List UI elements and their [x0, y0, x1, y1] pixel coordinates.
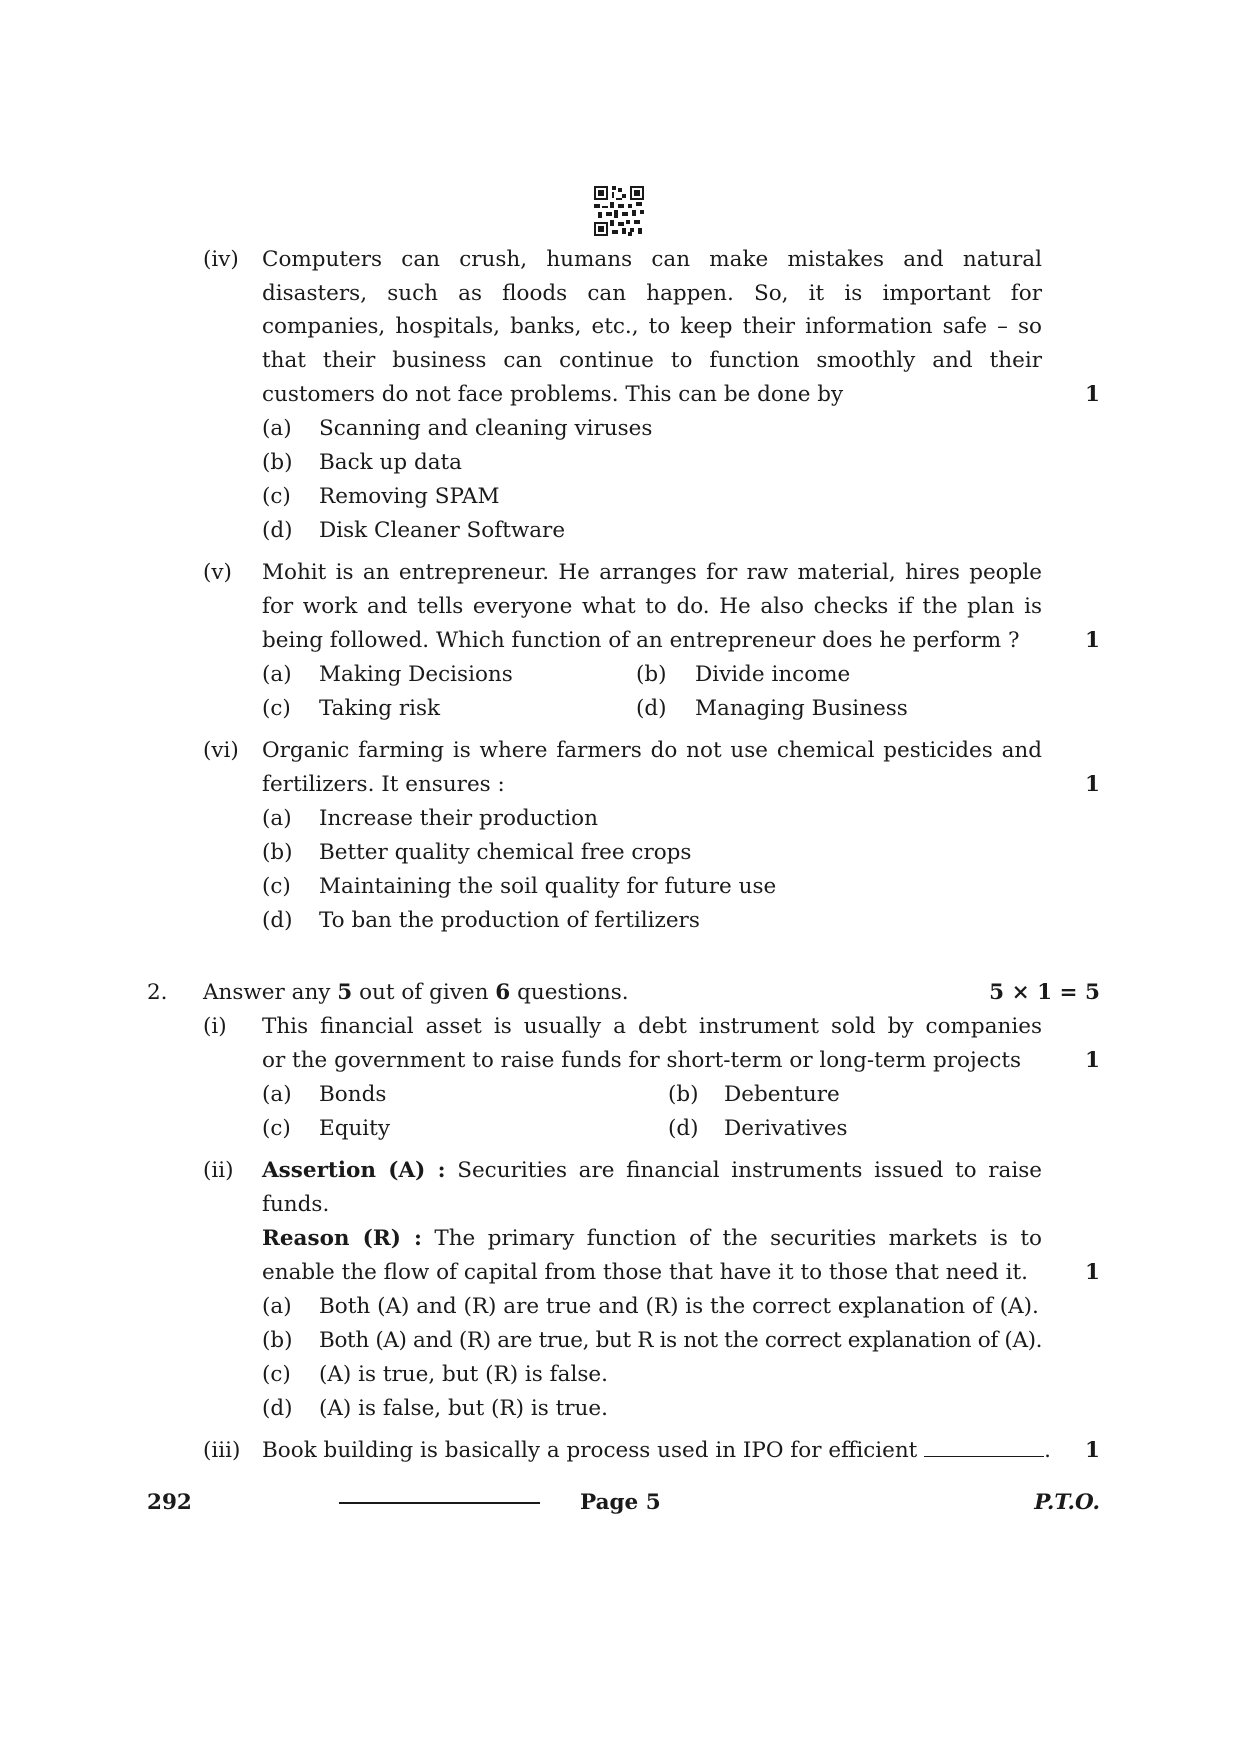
question-number: 2. — [147, 980, 168, 1005]
marks: 1 — [1085, 382, 1100, 407]
option-label: (b) — [262, 450, 293, 475]
option-text: Disk Cleaner Software — [319, 518, 566, 543]
option-label: (b) — [668, 1082, 699, 1107]
question-number: (iii) — [203, 1438, 241, 1463]
option-text: Better quality chemical free crops — [319, 840, 692, 865]
option-label: (d) — [262, 518, 293, 543]
option-label: (a) — [262, 1294, 292, 1319]
question-text-line: Mohit is an entrepreneur. He arranges for raw material, hires people — [262, 560, 1042, 585]
option-label: (d) — [668, 1116, 699, 1141]
question-text-line: for work and tells everyone what to do. He also checks if the plan is — [262, 594, 1042, 619]
reason-line: Reason (R) : The primary function of the securities markets is to — [262, 1226, 1042, 1251]
option-label: (c) — [262, 696, 291, 721]
question-text-line: disasters, such as floods can happen. So, it is important for — [262, 281, 1042, 306]
qr-code-icon — [594, 186, 644, 236]
option-text: Scanning and cleaning viruses — [319, 416, 653, 441]
question-text-line: This financial asset is usually a debt instrument sold by companies — [262, 1014, 1042, 1039]
option-label: (c) — [262, 484, 291, 509]
reason-line: enable the flow of capital from those that have it to those that need it. — [262, 1260, 1028, 1285]
question-number: (iv) — [203, 247, 239, 272]
marks: 1 — [1085, 1260, 1100, 1285]
option-label: (a) — [262, 806, 292, 831]
question-number: (v) — [203, 560, 232, 585]
marks: 1 — [1085, 772, 1100, 797]
option-text: Debenture — [724, 1082, 840, 1107]
question-text-line: being followed. Which function of an entrepreneur does he perform ? — [262, 628, 1020, 653]
marks: 1 — [1085, 628, 1100, 653]
marks: 1 — [1085, 1438, 1100, 1463]
option-label: (a) — [262, 1082, 292, 1107]
question-number: (i) — [203, 1014, 227, 1039]
option-label: (b) — [636, 662, 667, 687]
option-label: (c) — [262, 874, 291, 899]
option-text: Both (A) and (R) are true and (R) is the correct explanation of (A). — [319, 1294, 1039, 1319]
question-text-line: that their business can continue to function smoothly and their — [262, 348, 1042, 373]
paper-code: 292 — [147, 1490, 192, 1515]
option-label: (c) — [262, 1362, 291, 1387]
option-label: (a) — [262, 662, 292, 687]
question-text-line: fertilizers. It ensures : — [262, 772, 505, 797]
option-text: Increase their production — [319, 806, 598, 831]
option-text: Taking risk — [319, 696, 441, 721]
option-text: To ban the production of fertilizers — [319, 908, 700, 933]
option-label: (d) — [636, 696, 667, 721]
option-label: (d) — [262, 1396, 293, 1421]
option-text: Derivatives — [724, 1116, 848, 1141]
option-label: (a) — [262, 416, 292, 441]
answer-blank — [924, 1438, 1044, 1457]
footer-divider — [339, 1502, 540, 1504]
marks: 5 × 1 = 5 — [989, 980, 1100, 1005]
question-number: (ii) — [203, 1158, 234, 1183]
option-text: Bonds — [319, 1082, 387, 1107]
option-label: (c) — [262, 1116, 291, 1141]
option-text: Removing SPAM — [319, 484, 500, 509]
page-number: Page 5 — [580, 1490, 661, 1515]
option-text: (A) is true, but (R) is false. — [319, 1362, 608, 1387]
option-label: (d) — [262, 908, 293, 933]
option-text: Making Decisions — [319, 662, 513, 687]
option-label: (b) — [262, 1328, 293, 1353]
option-text: Back up data — [319, 450, 463, 475]
please-turn-over: P.T.O. — [1034, 1490, 1100, 1515]
question-text-line: companies, hospitals, banks, etc., to keep their information safe – so — [262, 314, 1042, 339]
option-text: Equity — [319, 1116, 390, 1141]
question-text-line: Organic farming is where farmers do not use chemical pesticides and — [262, 738, 1042, 763]
option-text: Maintaining the soil quality for future use — [319, 874, 777, 899]
question-text-line: customers do not face problems. This can be done by — [262, 382, 844, 407]
question-text-line: Book building is basically a process used in IPO for efficient . — [262, 1438, 1051, 1463]
question-number: (vi) — [203, 738, 239, 763]
marks: 1 — [1085, 1048, 1100, 1073]
option-text: Both (A) and (R) are true, but R is not the correct explanation of (A). — [319, 1328, 1043, 1353]
assertion-line: funds. — [262, 1192, 330, 1217]
assertion-line: Assertion (A) : Securities are financial instruments issued to raise — [262, 1158, 1042, 1183]
question-instruction: Answer any 5 out of given 6 questions. — [203, 980, 629, 1005]
option-text: Divide income — [695, 662, 851, 687]
question-text-line: Computers can crush, humans can make mistakes and natural — [262, 247, 1042, 272]
option-label: (b) — [262, 840, 293, 865]
question-text-line: or the government to raise funds for short-term or long-term projects — [262, 1048, 1022, 1073]
option-text: Managing Business — [695, 696, 908, 721]
option-text: (A) is false, but (R) is true. — [319, 1396, 608, 1421]
